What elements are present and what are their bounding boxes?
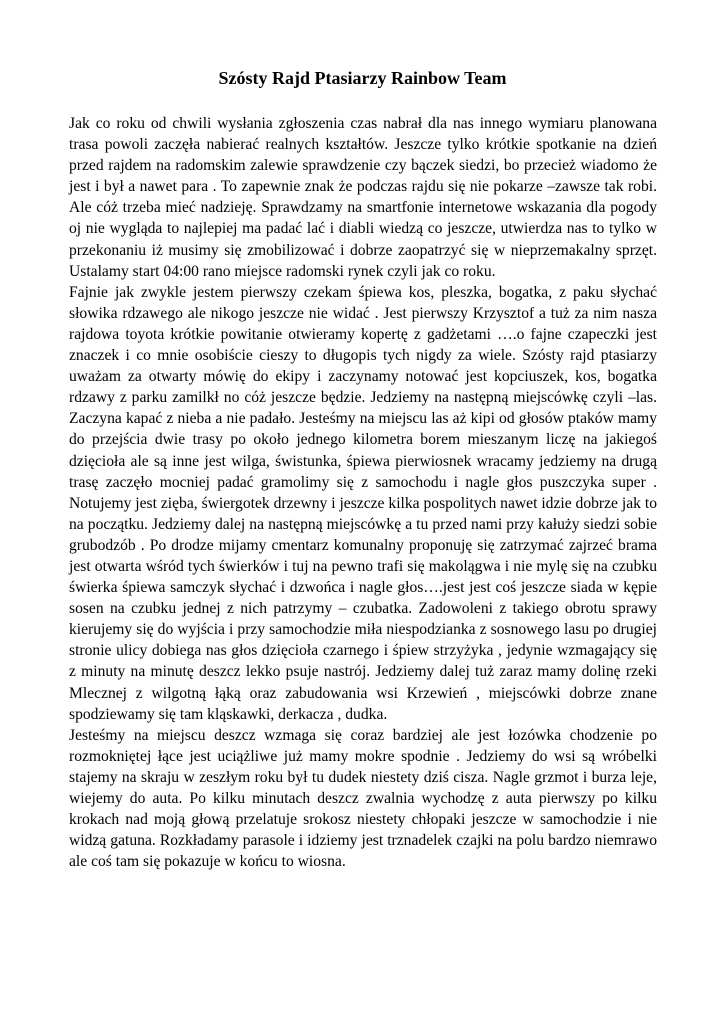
document-body	[69, 113, 657, 872]
paragraph: Jak co roku od chwili wysłania zgłoszenia czas nabrał dla nas innego wymiaru planowana trasa powoli zaczęła nabierać realnych kształtów. Jeszcze tylko krótkie spotkanie na dzień przed rajdem na radomskim zalewie sprawdzenie czy bączek siedzi, bo przecież wiadomo że jest i był a nawet para . To zapewnie znak że podczas rajdu się nie pokarze –zawsze tak robi. Ale cóż trzeba mieć nadzieję. Sprawdzamy na smartfonie internetowe wskazania dla pogody oj nie wygląda to najlepiej ma padać lać i diabli wiedzą co jeszcze, utwierdza nas to tylko w przekonaniu iż musimy się zmobilizować i dobrze zaopatrzyć się w nieprzemakalny sprzęt. Ustalamy start 04:00 rano miejsce radomski rynek czyli jak co roku.	[69, 115, 657, 280]
paragraph: Fajnie jak zwykle jestem pierwszy czekam śpiewa kos, pleszka, bogatka, z paku słychać słowika rdzawego ale nikogo jeszcze nie widać . Jest pierwszy Krzysztof a tuż za nim nasza rajdowa toyota krótkie powitanie otwieramy kopertę z gadżetami ….o fajne czapeczki jest znaczek i co mnie osobiście cieszy to długopis tych nigdy za wiele. Szósty rajd ptasiarzy uważam za otwarty mówię do ekipy i zaczynamy notować jest kopciuszek, kos, bogatka rdzawy z parku zamilkł no cóż jeszcze będzie. Jedziemy na następną miejscówkę czyli –las. Zaczyna kapać z nieba a nie padało. Jesteśmy na miejscu las aż kipi od głosów ptaków mamy do przejścia dwie trasy po około jednego kilometra borem mieszanym liczę na jakiegoś dzięcioła ale są inne jest wilga, świstunka, śpiewa pierwiosnek wracamy jedziemy na drugą trasę zaczęło mocniej padać gramolimy się z samochodu i nagle głos puszczyka super . Notujemy jest zięba, świergotek drzewny i jeszcze kilka pospolitych nawet idzie dobrze jak to na początku. Jedziemy dalej na następną miejscówkę a tu przed nami przy kałuży siedzi sobie grubodzób . Po drodze mijamy cmentarz komunalny proponuję się zatrzymać zajrzeć brama jest otwarta wśród tych świerków i tuj na pewno trafi się makolągwa i nie mylę się na czubku świerka śpiewa samczyk słychać i dzwońca i nagle głos….jest jest coś jeszcze siada w kępie sosen na czubku jednej z nich patrzymy – czubatka. Zadowoleni z takiego obrotu sprawy kierujemy się do wyjścia i przy samochodzie miła niespodzianka z sosnowego lasu po drugiej stronie ulicy dobiega nas głos dzięcioła czarnego i śpiew strzyżyka , jedynie wzmagający się z minuty na minutę deszcz lekko psuje nastrój. Jedziemy dalej tuż zaraz mamy dolinę rzeki Mlecznej z wilgotną łąką oraz zabudowania wsi Krzewień , miejscówki dobrze znane spodziewamy się tam kląskawki, derkacza , dudka.	[69, 283, 657, 723]
paragraph: Jesteśmy na miejscu deszcz wzmaga się coraz bardziej ale jest łozówka chodzenie po rozmokniętej łące jest uciążliwe już mamy mokre spodnie . Jedziemy do wsi są wróbelki stajemy na skraju w zeszłym roku był tu dudek niestety dziś cisza. Nagle grzmot i burza leje, wiejemy do auta. Po kilku minutach deszcz zwalnia wychodzę z auta pierwszy po kilku krokach nad moją głową przelatuje srokosz niestety chłopaki jeszcze w samochodzie i nie widzą gatuna. Rozkładamy parasole i idziemy jest trznadelek czajki na polu bardzo niemrawo ale coś tam się pokazuje w końcu to wiosna.	[69, 726, 657, 871]
document-title: Szósty Rajd Ptasiarzy Rainbow Team	[218, 68, 507, 88]
